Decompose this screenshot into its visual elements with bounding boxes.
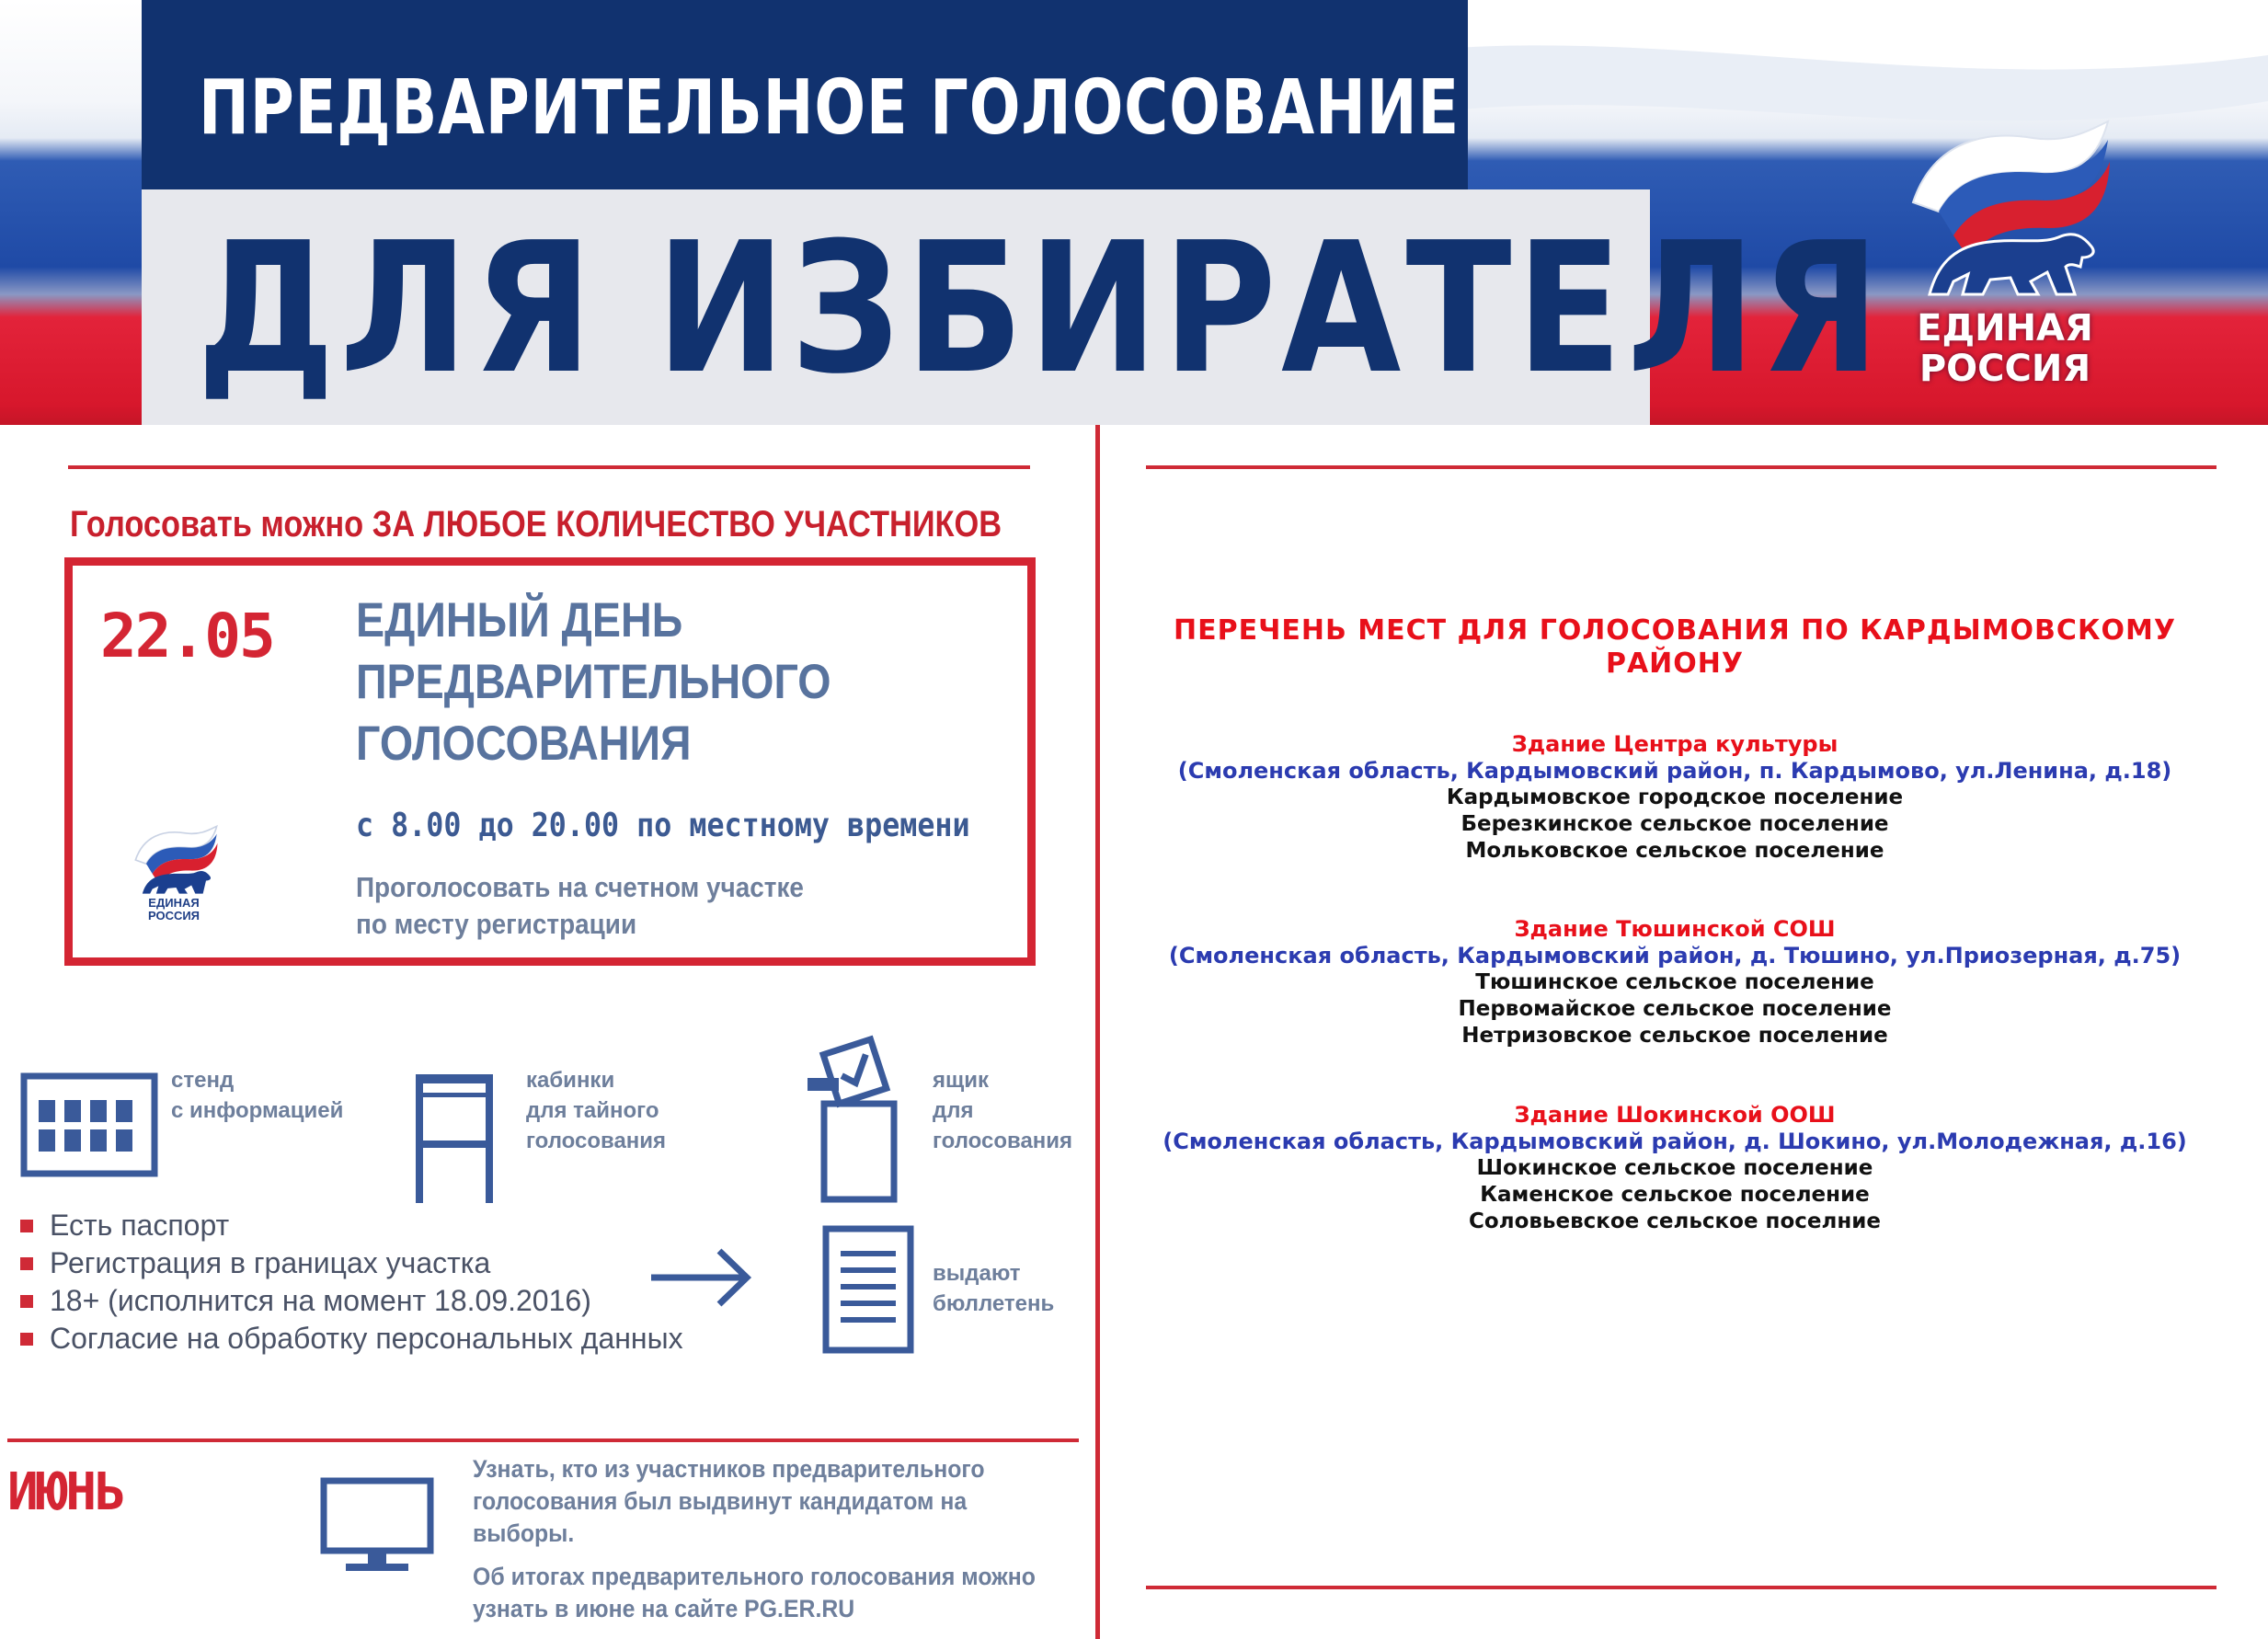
voting-place-3 <box>1146 1102 2204 1235</box>
voting-hours: с 8.00 до 20.00 по местному времени <box>356 807 970 844</box>
day-title-line-3: ГОЛОСОВАНИЯ <box>356 716 692 771</box>
june-info-2: Об итогах предварительного голосования можно узнать в июне на сайте PG.ER.RU <box>473 1563 1036 1622</box>
booth-label-1: кабинки <box>526 1068 615 1093</box>
places-list-title: ПЕРЕЧЕНЬ МЕСТ ДЛЯ ГОЛОСОВАНИЯ ПО КАРДЫМОВСКОМУ РАЙОНУ <box>1174 614 2176 680</box>
bear-logo-icon <box>1895 120 2115 304</box>
day-title-line-1: ЕДИНЫЙ ДЕНЬ <box>356 593 683 648</box>
place-name: Здание Шокинской ООШ <box>1514 1102 1836 1128</box>
bullet-icon <box>20 1295 33 1308</box>
place-address: (Смоленская область, Кардымовский район, д. Тюшино, ул.Приозерная, д.75) <box>1168 943 2182 968</box>
ballot-icon <box>822 1225 914 1358</box>
settlement: Каменское сельское поселение <box>1480 1183 1870 1207</box>
place-address: (Смоленская область, Кардымовский район, д. Шокино, ул.Молодежная, д.16) <box>1163 1129 2187 1154</box>
any-count-note: Голосовать можно ЗА ЛЮБОЕ КОЛИЧЕСТВО УЧАСТНИКОВ <box>70 504 1002 544</box>
booth-label-2: для тайного <box>526 1098 659 1123</box>
june-info-1: Узнать, кто из участников предварительного голосования был выдвинут кандидатом на выборы. <box>473 1455 985 1547</box>
ballot-label-1: выдают <box>933 1261 1021 1286</box>
requirement-item <box>20 1320 683 1358</box>
requirement-text: 18+ (исполнится на момент 18.09.2016) <box>50 1284 591 1317</box>
place-name: Здание Тюшинской СОШ <box>1514 916 1836 942</box>
place-address: (Смоленская область, Кардымовский район, п. Кардымово, ул.Ленина, д.18) <box>1177 758 2172 784</box>
monitor-icon <box>320 1477 434 1579</box>
stand-label-1: стенд <box>171 1068 235 1093</box>
bullet-icon <box>20 1257 33 1270</box>
settlement: Березкинское сельское поселение <box>1460 812 1889 836</box>
bullet-icon <box>20 1333 33 1346</box>
settlement: Первомайское сельское поселение <box>1458 997 1892 1021</box>
day-title-line-2: ПРЕДВАРИТЕЛЬНОГО <box>356 655 831 709</box>
ballot-box-label-1: ящик <box>933 1068 990 1093</box>
title-band <box>142 0 1468 189</box>
settlement: Шокинское сельское поселение <box>1476 1156 1873 1180</box>
ballot-box-label-2: для <box>933 1098 974 1123</box>
bullet-icon <box>20 1220 33 1232</box>
requirement-item <box>20 1282 683 1320</box>
small-logo-text-1: ЕДИНАЯ <box>148 896 200 910</box>
vote-at-line-1: Проголосовать на счетном участке <box>356 871 804 903</box>
vote-at-note <box>356 869 985 943</box>
subtitle-band <box>142 189 1885 425</box>
june-rule <box>7 1438 1079 1442</box>
logo-text-line-1: ЕДИНАЯ <box>1917 307 2093 350</box>
party-logo <box>1895 120 2115 395</box>
voting-day-title <box>356 590 922 774</box>
right-bottom-rule <box>1146 1586 2216 1589</box>
requirement-text: Есть паспорт <box>50 1209 230 1242</box>
stand-label-2: с информацией <box>171 1098 344 1123</box>
center-divider <box>1095 425 1100 1639</box>
place-name: Здание Центра культуры <box>1511 731 1838 757</box>
subtitle: ДЛЯ ИЗБИРАТЕЛЯ <box>197 204 1885 414</box>
stand-label <box>171 1065 343 1126</box>
voting-place-2 <box>1146 916 2204 1049</box>
title-line: ПРЕДВАРИТЕЛЬНОЕ ГОЛОСОВАНИЕ <box>199 64 1460 152</box>
vote-at-line-2: по месту регистрации <box>356 908 637 940</box>
settlement: Кардымовское городское поселение <box>1446 785 1904 809</box>
voting-place-1 <box>1146 731 2204 865</box>
ballot-box-label-3: голосования <box>933 1129 1073 1153</box>
voting-date: 22.05 <box>100 601 274 671</box>
june-label: ИЮНЬ <box>7 1462 124 1522</box>
arrow-right-icon <box>649 1245 754 1314</box>
small-logo-text-2: РОССИЯ <box>147 909 200 923</box>
booth-label <box>526 1065 666 1156</box>
requirement-text: Регистрация в границах участка <box>50 1246 491 1279</box>
voting-day-box <box>64 557 1036 966</box>
settlement: Нетризовское сельское поселение <box>1461 1024 1888 1048</box>
booth-label-3: голосования <box>526 1129 667 1153</box>
left-top-rule <box>68 465 1030 469</box>
requirement-item <box>20 1244 683 1282</box>
logo-text-line-2: РОССИЯ <box>1919 348 2091 390</box>
ballot-box-label <box>933 1065 1072 1156</box>
right-top-rule <box>1146 465 2216 469</box>
header-banner <box>0 0 2268 425</box>
ballot-label-2: бюллетень <box>933 1291 1055 1316</box>
info-stand-icon <box>20 1072 158 1182</box>
june-info <box>473 1453 1065 1636</box>
requirement-text: Согласие на обработку персональных данных <box>50 1322 683 1355</box>
small-bear-logo-icon <box>128 825 220 895</box>
settlement: Мольковское сельское поселение <box>1465 839 1884 863</box>
voting-booth-icon <box>412 1071 497 1209</box>
settlement: Тюшинское сельское поселение <box>1475 970 1874 994</box>
requirement-item <box>20 1207 683 1244</box>
small-party-logo <box>128 825 220 926</box>
ballot-box-icon <box>806 1034 912 1209</box>
ballot-label <box>933 1258 1054 1319</box>
requirements-list <box>20 1207 683 1358</box>
settlement: Соловьевское сельское поселние <box>1469 1209 1881 1233</box>
